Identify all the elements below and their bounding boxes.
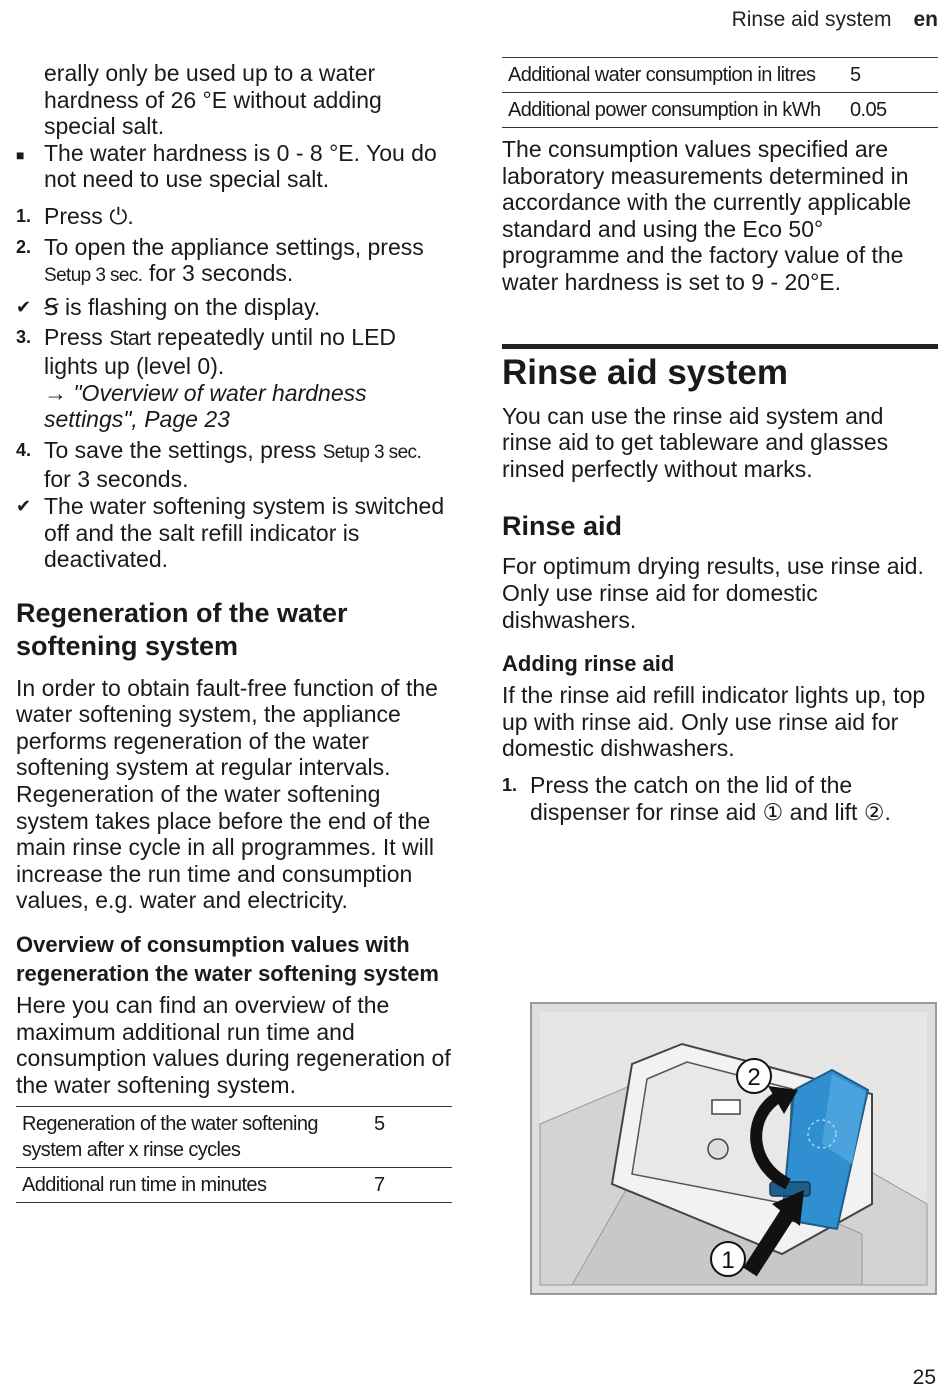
dispenser-illustration (532, 1004, 935, 1293)
power-icon: ⏻ (109, 202, 128, 229)
bullet-text: The water hardness is 0 - 8 °E. You do not need to use special salt. (44, 139, 437, 193)
check-icon: ✔ (16, 495, 32, 516)
step-2 (16, 234, 452, 290)
step-text-end: for 3 seconds. (142, 260, 294, 287)
step-text: Press the catch on the lid of the dispenser for rinse aid ① and lift ②. (530, 771, 891, 825)
consumption-table-right (502, 57, 938, 128)
table-cell-value: 5 (850, 64, 861, 86)
setup-key-label: Setup 3 sec. (44, 265, 143, 287)
table-row (16, 1168, 452, 1203)
page-number: 25 (912, 1366, 936, 1389)
rinse-aid-dispenser-figure (530, 1002, 937, 1295)
step-1 (16, 203, 452, 230)
para-rinse-aid-2: Only use rinse aid for domestic dishwashers. (502, 579, 818, 633)
para-rinse-aid-1: For optimum drying results, use rinse aid. (502, 553, 924, 580)
heading-adding-rinse-aid: Adding rinse aid (502, 651, 675, 677)
step-text-end: for 3 seconds. (44, 466, 189, 493)
hardness-list (16, 140, 452, 193)
intro-continuation: erally only be used up to a water hardness of 26 °E without adding special salt. (44, 60, 382, 140)
dispenser-indicator (712, 1100, 740, 1114)
step-number: 4. (16, 439, 32, 460)
result-2 (16, 493, 452, 573)
list-item (16, 140, 452, 193)
step-text: Press (44, 202, 110, 229)
start-key-label: Start (109, 327, 151, 351)
para-regeneration-1: In order to obtain fault-free function of the water softening system, the appliance performs regeneration of the water softening system at regular intervals. (16, 674, 438, 781)
heading-consumption-overview: Overview of consumption values with regeneration the water softening system (16, 932, 439, 987)
step-1 (502, 772, 938, 825)
table-cell-label: Additional run time in minutes (22, 1174, 267, 1197)
check-icon: ✔ (16, 296, 32, 317)
step-text: To open the appliance settings, press (44, 233, 424, 260)
result-text: is flashing on the display. (58, 293, 321, 320)
lid-catch (770, 1182, 810, 1196)
para-rinse-aid-system: You can use the rinse aid system and rinse aid to get tableware and glasses rinsed perfectly without marks. (502, 402, 889, 482)
result-1 (16, 294, 452, 321)
cross-reference-link[interactable]: → "Overview of water hardness settings", Page 23 (44, 379, 367, 433)
heading-regeneration: Regeneration of the water softening system (16, 597, 348, 661)
setup-key-label: Setup 3 sec. (322, 441, 422, 463)
table-cell-value: 0.05 (850, 99, 887, 121)
step-number: 1. (16, 205, 32, 226)
right-column (502, 0, 938, 825)
table-cell-label: Regeneration of the water softening system after x rinse cycles (22, 1113, 318, 1162)
table-row (16, 1107, 452, 1168)
step-text: Press (44, 324, 110, 351)
step-text: To save the settings, press (44, 436, 323, 463)
step-number: 2. (16, 236, 32, 257)
table-cell-value: 5 (374, 1113, 385, 1136)
para-consumption-note: The consumption values specified are laboratory measurements determined in accordance with the currently applicable standard and using the Eco 50° programme and the factory value of the water hardness is set to 9 - 20°E. (502, 136, 912, 295)
para-consumption-overview: Here you can find an overview of the maximum additional run time and consumption values during regeneration of the water softening system. (16, 992, 451, 1098)
header-language: en (913, 8, 938, 31)
section-rinse-aid-system (502, 344, 938, 393)
callout-1-label: 1 (721, 1247, 735, 1274)
steps-list (16, 203, 452, 573)
table-row (502, 93, 938, 128)
para-adding-rinse-aid: If the rinse aid refill indicator lights up, top up with rinse aid. Only use rinse aid for domestic dishwashers. (502, 682, 926, 762)
callout-2-label: 2 (747, 1064, 761, 1091)
table-cell-label: Additional water consumption in litres (508, 64, 816, 86)
step-4 (16, 437, 452, 493)
result-text: The water softening system is switched off and the salt refill indicator is deactivated. (44, 492, 445, 573)
heading-rinse-aid: Rinse aid (502, 511, 623, 542)
step-3 (16, 324, 452, 432)
para-regeneration-2: Regeneration of the water softening system takes place before the end of the main rinse cycle in all programmes. It will increase the run time and consumption values, e.g. water and electricity. (16, 781, 434, 914)
table-row (502, 58, 938, 93)
left-column (16, 0, 452, 1203)
step-number: 1. (502, 774, 518, 795)
table-cell-value: 7 (374, 1174, 385, 1197)
heading-rinse-aid-system: Rinse aid system (502, 352, 788, 392)
consumption-table-left (16, 1106, 452, 1203)
square-bullet-icon: ■ (16, 146, 25, 163)
dispenser-knob (708, 1139, 728, 1159)
header-section-title: Rinse aid system (731, 8, 892, 31)
table-cell-label: Additional power consumption in kWh (508, 99, 821, 121)
step-text-end: . (127, 202, 134, 229)
step-text-end: repeatedly until no LED lights up (level 0). (44, 324, 397, 379)
water-softener-symbol-icon: Ꞩ (44, 293, 59, 320)
step-number: 3. (16, 327, 32, 348)
adding-steps-list (502, 772, 938, 825)
